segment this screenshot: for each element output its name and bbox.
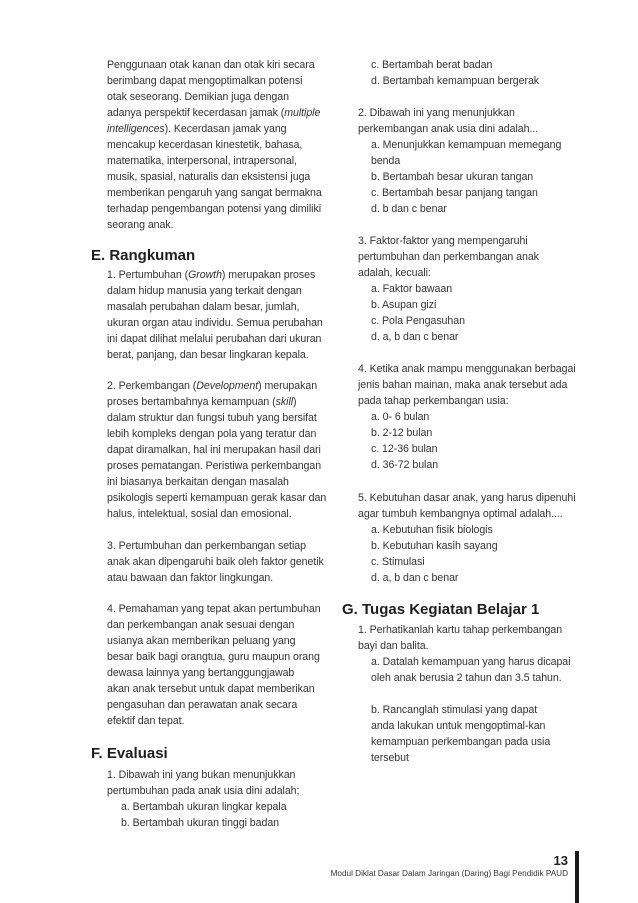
- text-line: 3. Pertumbuhan dan perkembangan setiap: [107, 540, 306, 552]
- text-line: dalam struktur dan fungsi tubuh yang bersifat: [107, 412, 317, 424]
- answer-option: d. b dan c benar: [371, 203, 447, 215]
- text-line: proses pematangan. Peristiwa perkembangan: [107, 460, 322, 472]
- answer-option: d. a, b dan c benar: [371, 572, 459, 584]
- text-line: ukuran organ atau individu. Semua perubahan: [107, 317, 323, 329]
- text-line: berimbang dapat mengoptimalkan potensi: [107, 75, 303, 87]
- text-line: besar baik bagi orangtua, guru maupun orang: [107, 651, 320, 663]
- answer-option: b. 2-12 bulan: [371, 427, 433, 439]
- text-line: memberikan pengaruh yang sangat bermakna: [107, 187, 322, 199]
- text-line: ini dapat dilihat melalui perubahan dari ukuran: [107, 333, 322, 345]
- text-line: berat, panjang, dan besar lingkaran kepala.: [107, 349, 309, 361]
- text-line: perkembangan anak usia dini adalah...: [358, 123, 539, 135]
- text-line: usianya akan memberikan peluang yang: [107, 635, 296, 647]
- footer-accent-bar: [575, 851, 579, 903]
- text-line: b. Rancanglah stimulasi yang dapat: [371, 704, 538, 716]
- section-f-heading: F. Evaluasi: [91, 745, 168, 762]
- answer-option: c. Bertambah besar panjang tangan: [371, 187, 538, 199]
- text-line: efektif dan tepat.: [107, 715, 185, 727]
- text-line: pada tahap perkembangan usia:: [358, 395, 509, 407]
- text-line: [107, 106, 320, 120]
- answer-option: c. Stimulasi: [371, 556, 425, 568]
- text-line: mencakup kecerdasan kinestetik, bahasa,: [107, 139, 303, 151]
- text-line: lebih kompleks dengan pola yang teratur dan: [107, 428, 317, 440]
- text-line-content: proses bertambahnya kemampuan (skill): [107, 396, 297, 408]
- text-line: anak akan dipengaruhi baik oleh faktor genetik: [107, 556, 324, 568]
- text-line: dalam hidup manusia yang terkait dengan: [107, 285, 302, 297]
- answer-option: d. 36-72 bulan: [371, 459, 439, 471]
- text-line: kemampuan perkembangan pada usia: [371, 736, 551, 748]
- answer-option: c. Pola Pengasuhan: [371, 315, 465, 327]
- text-line: 4. Pemahaman yang tepat akan pertumbuhan: [107, 603, 321, 615]
- text-line: dewasa lainnya yang bertanggungjawab: [107, 667, 295, 679]
- answer-option: b. Asupan gizi: [371, 299, 437, 311]
- text-line: 5. Kebutuhan dasar anak, yang harus dipenuhi: [358, 492, 576, 504]
- answer-option: c. 12-36 bulan: [371, 443, 438, 455]
- answer-option: c. Bertambah berat badan: [371, 59, 493, 71]
- text-line: pertumbuhan dan perkembangan anak: [358, 251, 539, 263]
- answer-option: benda: [371, 155, 401, 167]
- text-line: halus, intelektual, sosial dan emosional.: [107, 508, 292, 520]
- page-number: 13: [553, 853, 568, 868]
- text-line: matematika, interpersonal, intrapersonal,: [107, 155, 297, 167]
- text-line: pengasuhan dan perawatan anak secara: [107, 699, 298, 711]
- text-line: 4. Ketika anak mampu menggunakan berbagai: [358, 363, 576, 375]
- answer-option: d. Bertambah kemampuan bergerak: [371, 75, 540, 87]
- section-g-heading: G. Tugas Kegiatan Belajar 1: [342, 601, 540, 618]
- text-line: tersebut: [371, 752, 409, 764]
- text-line: psikologis seperti kemampuan gerak kasar dan: [107, 492, 327, 504]
- footer-module-title: Modul Diklat Dasar Dalam Jaringan (Daring) Bagi Pendidik PAUD: [330, 869, 568, 878]
- text-line-content: 1. Pertumbuhan (Growth) merupakan proses: [107, 269, 316, 281]
- answer-option: a. 0- 6 bulan: [371, 411, 430, 423]
- text-line: [107, 379, 317, 393]
- text-line: [107, 122, 287, 136]
- answer-option: b. Bertambah ukuran tinggi badan: [121, 817, 280, 829]
- text-line: adalah, kecuali:: [358, 267, 431, 279]
- text-line-content: adanya perspektif kecerdasan jamak (multiple: [107, 107, 321, 119]
- text-line: 1. Perhatikanlah kartu tahap perkembangan: [358, 624, 563, 636]
- text-line: [107, 268, 315, 282]
- text-line: dan perkembangan anak sesuai dengan: [107, 619, 295, 631]
- answer-option: a. Kebutuhan fisik biologis: [371, 524, 493, 536]
- text-line: agar tumbuh kembangnya optimal adalah....: [358, 508, 563, 520]
- text-line: 1. Dibawah ini yang bukan menunjukkan: [107, 769, 296, 781]
- text-line: bayi dan balita.: [358, 640, 429, 652]
- answer-option: a. Faktor bawaan: [371, 283, 453, 295]
- text-line: pertumbuhan pada anak usia dini adalah;: [107, 785, 300, 797]
- text-line: masalah perubahan dalam besar, jumlah,: [107, 301, 300, 313]
- section-e-heading: E. Rangkuman: [91, 247, 196, 264]
- text-line: jenis bahan mainan, maka anak tersebut ada: [358, 379, 568, 391]
- text-line: musik, spasial, naturalis dan eksistensi juga: [107, 171, 311, 183]
- text-line-content: 2. Perkembangan (Development) merupakan: [107, 380, 318, 392]
- answer-option: b. Bertambah besar ukuran tangan: [371, 171, 534, 183]
- text-line: otak seseorang. Demikian juga dengan: [107, 91, 289, 103]
- answer-option: a. Bertambah ukuran lingkar kepala: [121, 801, 287, 813]
- text-line: akan anak tersebut untuk dapat memberikan: [107, 683, 315, 695]
- text-line: anda lakukan untuk mengoptimal-kan: [371, 720, 546, 732]
- answer-option: d. a, b dan c benar: [371, 331, 459, 343]
- text-line: ini biasanya berkaitan dengan masalah: [107, 476, 289, 488]
- text-line: dapat diramalkan, hal ini merupakan hasil dari: [107, 444, 321, 456]
- text-line: oleh anak berusia 2 tahun dan 3.5 tahun.: [371, 672, 562, 684]
- text-line: Penggunaan otak kanan dan otak kiri secara: [107, 59, 315, 71]
- text-line: 3. Faktor-faktor yang mempengaruhi: [358, 235, 528, 247]
- answer-option: b. Kebutuhan kasih sayang: [371, 540, 498, 552]
- text-line: 2. Dibawah ini yang menunjukkan: [358, 107, 515, 119]
- text-line: terhadap pengembangan potensi yang dimiliki: [107, 203, 321, 215]
- text-line: seorang anak.: [107, 219, 174, 231]
- text-line: a. Datalah kemampuan yang harus dicapai: [371, 656, 571, 668]
- answer-option: a. Menunjukkan kemampuan memegang: [371, 139, 562, 151]
- text-line: [107, 395, 297, 409]
- text-line: atau bawaan dan faktor lingkungan.: [107, 572, 274, 584]
- text-line-content: intelligences). Kecerdasan jamak yang: [107, 123, 287, 135]
